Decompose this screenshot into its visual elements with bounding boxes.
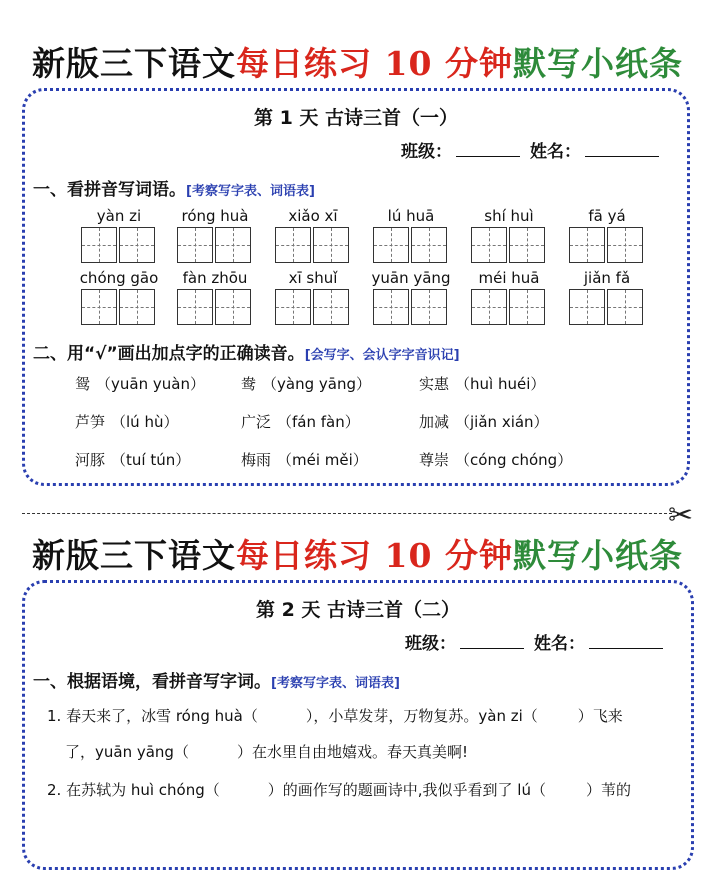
question-text: ）飞来 <box>577 707 623 725</box>
pinyin-label: yuān yāng <box>371 269 451 287</box>
item-options: （yàng yāng） <box>262 375 371 393</box>
writing-box[interactable] <box>569 289 605 325</box>
class-name-line <box>405 629 663 654</box>
day2-title: 第 2 天 古诗三首（二） <box>255 599 461 621</box>
pinyin-label: chóng gāo <box>79 269 159 287</box>
item-word: 鸯 <box>241 375 257 393</box>
question-text: 2. 在苏轼为 huì chóng（ <box>47 781 220 799</box>
banner-part1: 新版三下语文 <box>32 44 237 83</box>
worksheet-card-day2 <box>22 580 694 870</box>
pinyin-label: fàn zhōu <box>182 269 248 287</box>
day1-section2-heading <box>33 339 460 364</box>
banner-part3: 默写小纸条 <box>512 536 683 575</box>
banner-part3: 默写小纸条 <box>512 44 683 83</box>
name-label: 姓名： <box>534 634 585 654</box>
writing-box[interactable] <box>313 289 349 325</box>
pinyin-label: xiǎo xī <box>288 207 338 225</box>
reading-item[interactable] <box>419 449 572 470</box>
worksheet-card-day1 <box>22 88 690 486</box>
writing-box[interactable] <box>607 227 643 263</box>
writing-box[interactable] <box>81 227 117 263</box>
name-label: 姓名： <box>530 142 581 162</box>
day1-section1-heading <box>33 175 315 200</box>
question-text: ）苇的 <box>585 781 631 799</box>
item-word: 实惠 <box>419 375 450 393</box>
pinyin-label: róng huà <box>181 207 249 225</box>
class-name-line <box>401 137 659 162</box>
banner-title-2 <box>0 530 715 577</box>
reading-item[interactable] <box>75 411 178 432</box>
name-blank[interactable] <box>585 142 659 157</box>
writing-box[interactable] <box>471 289 507 325</box>
item-options: （huì huéi） <box>455 375 546 393</box>
banner-part2: 每日练习 10 分钟 <box>236 44 513 83</box>
reading-item[interactable] <box>75 449 190 470</box>
item-options: （cóng chóng） <box>455 451 573 469</box>
banner-title <box>0 38 715 85</box>
class-blank[interactable] <box>456 142 520 157</box>
pinyin-label: méi huā <box>478 269 540 287</box>
writing-box[interactable] <box>81 289 117 325</box>
section-heading-text: 一、根据语境，看拼音写字词。 <box>33 672 271 692</box>
pinyin-label: fā yá <box>588 207 626 225</box>
writing-box[interactable] <box>119 289 155 325</box>
writing-box[interactable] <box>177 289 213 325</box>
item-word: 芦笋 <box>75 413 106 431</box>
item-options: （lú hù） <box>111 413 179 431</box>
name-blank[interactable] <box>589 634 663 649</box>
item-word: 河豚 <box>75 451 106 469</box>
writing-box[interactable] <box>373 227 409 263</box>
writing-box[interactable] <box>313 227 349 263</box>
item-word: 梅雨 <box>241 451 272 469</box>
item-options: （fán fàn） <box>277 413 360 431</box>
day1-title: 第 1 天 古诗三首（一） <box>253 107 459 129</box>
section-heading-text: 一、看拼音写词语。 <box>33 180 186 200</box>
question-text: ）在水里自由地嬉戏。春天真美啊! <box>236 743 468 761</box>
class-label: 班级： <box>405 634 456 654</box>
writing-box[interactable] <box>411 289 447 325</box>
reading-item[interactable] <box>241 449 368 470</box>
item-word: 广泛 <box>241 413 272 431</box>
pinyin-label: yàn zi <box>96 207 142 225</box>
class-blank[interactable] <box>460 634 524 649</box>
item-options: （méi měi） <box>277 451 368 469</box>
reading-item[interactable] <box>419 411 549 432</box>
item-options: （tuí tún） <box>111 451 191 469</box>
writing-box[interactable] <box>275 227 311 263</box>
question-text: ），小草发芽，万物复苏。yàn zi（ <box>305 707 538 725</box>
cut-line <box>22 513 672 514</box>
question-text: 1. 春天来了，冰雪 róng huà（ <box>47 707 258 725</box>
reading-item[interactable] <box>241 373 371 394</box>
reading-item[interactable] <box>419 373 545 394</box>
scissors-icon: ✂ <box>668 498 694 533</box>
reading-item[interactable] <box>241 411 360 432</box>
pinyin-label: lú huā <box>387 207 435 225</box>
banner-part2: 每日练习 10 分钟 <box>236 536 513 575</box>
question-2-line-1 <box>47 779 631 800</box>
writing-box[interactable] <box>275 289 311 325</box>
writing-box[interactable] <box>215 289 251 325</box>
section-note: [会写字、会认字字音识记] <box>304 348 460 363</box>
writing-box[interactable] <box>569 227 605 263</box>
writing-box[interactable] <box>509 227 545 263</box>
pinyin-label: jiǎn fǎ <box>583 269 631 287</box>
section-note: [考察写字表、词语表] <box>186 184 315 199</box>
writing-box[interactable] <box>215 227 251 263</box>
item-options: （jiǎn xián） <box>455 413 549 431</box>
writing-box[interactable] <box>607 289 643 325</box>
writing-box[interactable] <box>509 289 545 325</box>
question-text: 了，yuān yāng（ <box>65 743 189 761</box>
writing-box[interactable] <box>471 227 507 263</box>
item-word: 鸳 <box>75 375 91 393</box>
class-label: 班级： <box>401 142 452 162</box>
question-text: ）的画作写的题画诗中,我似乎看到了 lú（ <box>267 781 546 799</box>
pinyin-label: xī shuǐ <box>288 269 338 287</box>
question-1-line-1 <box>47 705 623 726</box>
writing-box[interactable] <box>373 289 409 325</box>
reading-item[interactable] <box>75 373 205 394</box>
banner-part1: 新版三下语文 <box>32 536 237 575</box>
question-1-line-2 <box>65 741 468 762</box>
section-heading-text: 二、用“√”画出加点字的正确读音。 <box>33 344 305 364</box>
section-note: [考察写字表、词语表] <box>271 676 400 691</box>
pinyin-label: shí huì <box>484 207 534 225</box>
writing-box[interactable] <box>119 227 155 263</box>
writing-box[interactable] <box>177 227 213 263</box>
item-word: 加减 <box>419 413 450 431</box>
item-options: （yuān yuàn） <box>96 375 205 393</box>
writing-box[interactable] <box>411 227 447 263</box>
item-word: 尊崇 <box>419 451 450 469</box>
day2-section1-heading <box>33 667 400 692</box>
